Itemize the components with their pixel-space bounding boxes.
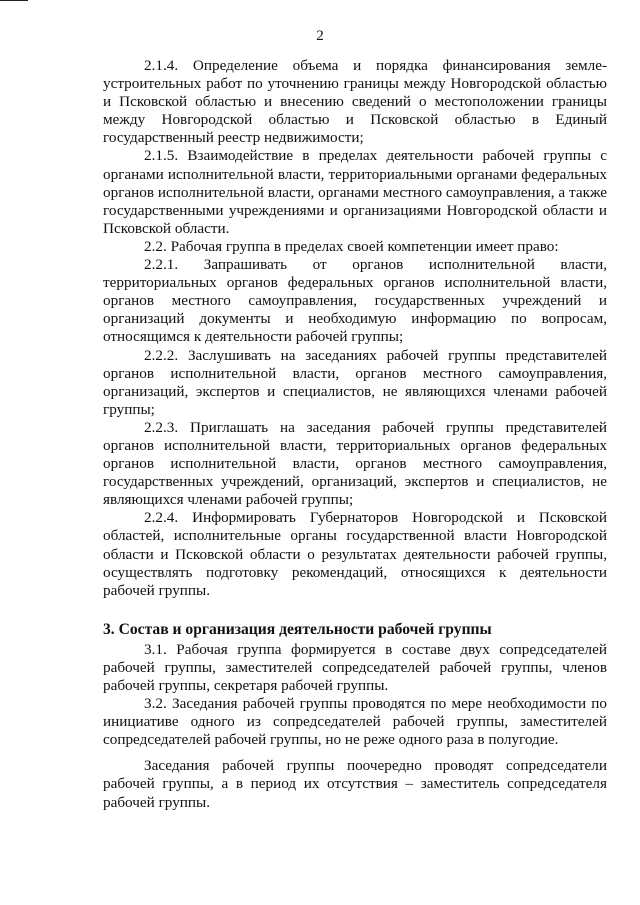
clause-2-2-2: 2.2.2. Заслушивать на заседаниях рабочей группы представителей органов исполнительной власти, органов местного самоуправления, организаций, экспертов и специалистов, не являющихся членами рабочей группы; [103,346,607,418]
clause-2-1-5: 2.1.5. Взаимодействие в пределах деятельности рабочей группы с органами исполнительной власти, территориальными органами федеральных органов исполнительной власти, органами местного самоуправления, а также государственными учреждениями и организациями Новгородской области и Псковской области. [103,147,607,237]
scan-corner-mark [0,0,28,1]
clause-2-2: 2.2. Рабочая группа в пределах своей компетенции имеет право: [144,237,559,255]
page-number: 2 [316,28,324,44]
document-body [103,57,607,812]
clause-3-1: 3.1. Рабочая группа формируется в составе двух сопредседателей рабочей группы, заместителей сопредседателей рабочей группы, членов рабочей группы, секретаря рабочей группы. [103,640,607,694]
clause-2-2-4: 2.2.4. Информировать Губернаторов Новгородской и Псковской областей, исполнительные органы государственной власти Новгородской области и Псковской области о результатах деятельности рабочей группы, осуществлять подготовку рекомендаций, относящихся к деятельности рабочей группы. [103,509,607,599]
clause-2-2-1: 2.2.1. Запрашивать от органов исполнительной власти, территориальных органов федеральных органов исполнительной власти, органов местного самоуправления, государственных учреждений и организаций документы и необходимую информацию по вопросам, относящимся к деятельности рабочей группы; [103,256,607,346]
section-3-heading: 3. Состав и организация деятельности рабочей группы [103,620,492,638]
clause-3-2: 3.2. Заседания рабочей группы проводятся по мере необходимости по инициативе одного из сопредседателей рабочей группы, заместителей сопредседателей рабочей группы, но не реже одного раза в полугодие. [103,695,607,749]
clause-2-2-3: 2.2.3. Приглашать на заседания рабочей группы представителей органов исполнительной власти, территориальных органов федеральных органов исполнительной власти, органов местного самоуправления, государственных учреждений, организаций, экспертов и специалистов, не являющихся членами рабочей группы; [103,418,607,509]
clause-3-2-continuation: Заседания рабочей группы поочередно проводят сопредседатели рабочей группы, а в период их отсутствия – заместитель сопредседателя рабочей группы. [103,757,607,811]
clause-2-1-4: 2.1.4. Определение объема и порядка финансирования земле-устроительных работ по уточнению границы между Новгородской областью и Псковской областью и внесению сведений о местоположении границы между Новгородской областью и Псковской областью в Единый государственный реестр недвижимости; [103,57,607,147]
